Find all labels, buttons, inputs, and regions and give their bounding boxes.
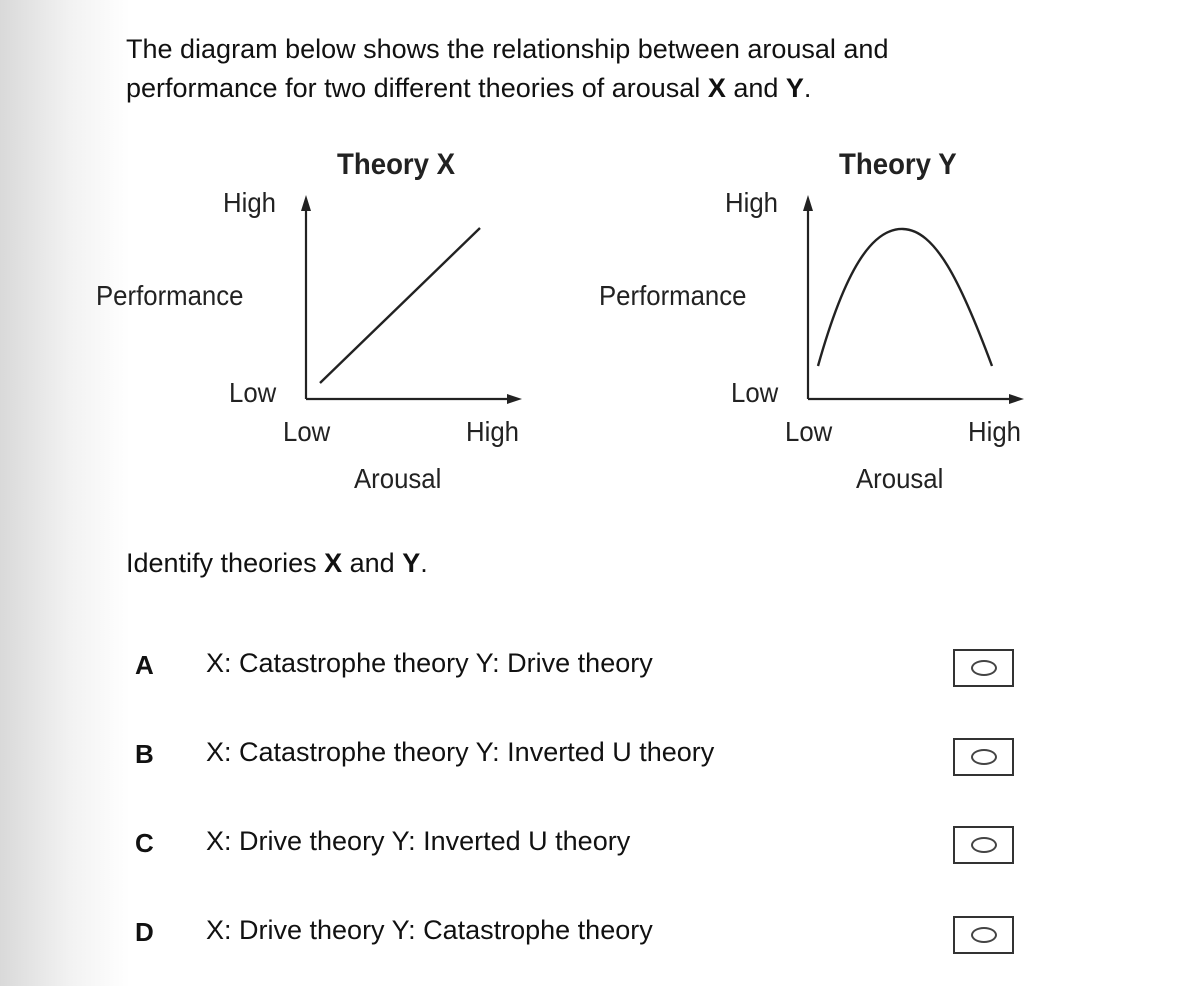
intro-x: X	[707, 73, 726, 103]
question-pre: Identify theories	[126, 548, 325, 578]
theory-x-x-high: High	[466, 416, 519, 447]
option-d-text: X: Drive theory Y: Catastrophe theory	[206, 915, 653, 945]
option-d-radio[interactable]	[953, 916, 1014, 954]
theory-y-title: Theory Y	[839, 148, 957, 181]
radio-oval-icon	[971, 660, 997, 676]
theory-x-axes	[306, 205, 514, 399]
theory-y-curve	[818, 229, 992, 366]
theory-x-y-arrow-icon	[301, 195, 311, 211]
radio-oval-icon	[971, 749, 997, 765]
option-a-letter: A	[135, 650, 154, 680]
theory-y-y-high: High	[725, 187, 778, 218]
theory-x-x-arrow-icon	[507, 394, 522, 404]
option-a-text: X: Catastrophe theory Y: Drive theory	[206, 648, 653, 678]
question-period: .	[420, 548, 428, 578]
option-c-text: X: Drive theory Y: Inverted U theory	[206, 826, 631, 856]
theory-x-x-axis-label: Arousal	[354, 463, 442, 494]
option-a-radio[interactable]	[953, 649, 1014, 687]
theory-x-title: Theory X	[337, 148, 456, 181]
intro-line-1: The diagram below shows the relationship between arousal and	[126, 34, 889, 64]
radio-oval-icon	[971, 837, 997, 853]
question-y: Y	[402, 548, 421, 578]
theory-y-y-low: Low	[731, 377, 779, 408]
radio-oval-icon	[971, 927, 997, 943]
theory-x-y-high: High	[223, 187, 276, 218]
theory-x-curve	[320, 228, 480, 383]
theory-x-y-axis-label: Performance	[96, 280, 244, 311]
option-c-radio[interactable]	[953, 826, 1014, 864]
theory-y-y-arrow-icon	[803, 195, 813, 211]
option-b-radio[interactable]	[953, 738, 1014, 776]
intro-y: Y	[785, 73, 804, 103]
intro-line-2-text: performance for two different theories of arousal	[126, 73, 708, 103]
theory-y-x-high: High	[968, 416, 1021, 447]
option-b-text: X: Catastrophe theory Y: Inverted U theory	[206, 737, 715, 767]
option-b-letter: B	[135, 739, 154, 769]
option-d-letter: D	[135, 917, 154, 947]
theory-y-x-arrow-icon	[1009, 394, 1024, 404]
intro-period: .	[803, 73, 812, 103]
intro-and: and	[725, 73, 786, 103]
question-x: X	[324, 548, 343, 578]
theory-y-x-low: Low	[785, 416, 833, 447]
option-c-letter: C	[135, 828, 154, 858]
theory-x-y-low: Low	[229, 377, 277, 408]
theory-y-y-axis-label: Performance	[599, 280, 747, 311]
theory-x-x-low: Low	[283, 416, 331, 447]
question-text	[126, 544, 428, 583]
theory-y-x-axis-label: Arousal	[856, 463, 944, 494]
question-and: and	[342, 548, 403, 578]
